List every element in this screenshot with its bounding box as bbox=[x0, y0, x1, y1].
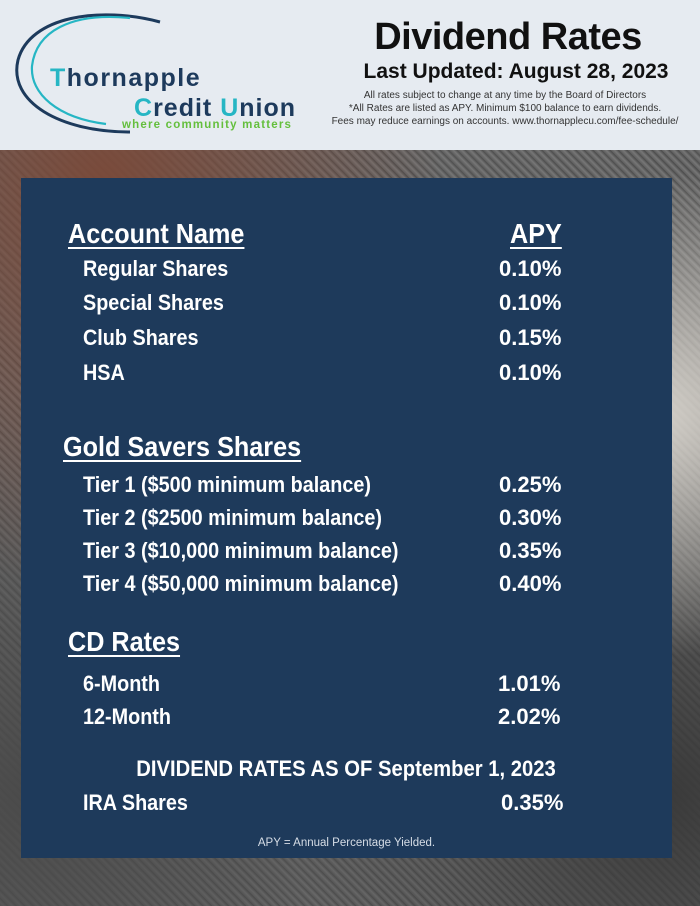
rate-name: 6-Month bbox=[83, 671, 160, 696]
rate-row bbox=[21, 704, 672, 734]
rate-apy: 1.01% bbox=[498, 671, 561, 696]
last-updated: Last Updated: August 28, 2023 bbox=[363, 60, 669, 83]
disclaimer-line-1: All rates subject to change at any time by the Board of Directors bbox=[363, 90, 647, 101]
page-title: Dividend Rates bbox=[374, 16, 642, 58]
apy-header: APY bbox=[510, 218, 562, 249]
rate-row bbox=[21, 790, 672, 820]
as-of-text: DIVIDEND RATES AS OF September 1, 2023 bbox=[136, 756, 557, 781]
account-name-header: Account Name bbox=[68, 218, 245, 249]
rate-apy: 0.40% bbox=[499, 571, 562, 596]
rates-panel bbox=[21, 178, 672, 858]
header bbox=[0, 0, 700, 150]
rate-name: Tier 1 ($500 minimum balance) bbox=[83, 472, 371, 497]
logo-name-line2: Credit Union bbox=[134, 94, 297, 122]
rate-apy: 0.25% bbox=[499, 472, 562, 497]
rate-apy: 0.30% bbox=[499, 505, 562, 530]
rate-apy: 0.10% bbox=[499, 290, 562, 315]
gold-savers-header: Gold Savers Shares bbox=[63, 431, 302, 462]
apy-footnote: APY = Annual Percentage Yielded. bbox=[257, 837, 436, 849]
cd-rates-header: CD Rates bbox=[68, 626, 181, 657]
dividend-rates-as-of bbox=[21, 756, 672, 782]
disclaimer-line-2: *All Rates are listed as APY. Minimum $100 balance to earn dividends. bbox=[348, 103, 662, 114]
rate-row bbox=[21, 571, 672, 601]
rate-row bbox=[21, 472, 672, 502]
logo-name-line1: Thornapple bbox=[50, 64, 202, 92]
logo-tagline: where community matters bbox=[122, 119, 293, 131]
rate-row bbox=[21, 360, 672, 390]
rate-apy: 0.35% bbox=[501, 790, 564, 815]
rate-row bbox=[21, 538, 672, 568]
rate-name: Regular Shares bbox=[83, 256, 229, 281]
rate-name: Club Shares bbox=[83, 325, 199, 350]
rate-apy: 0.15% bbox=[499, 325, 562, 350]
rate-row bbox=[21, 256, 672, 286]
thornapple-logo bbox=[10, 10, 310, 135]
rate-apy: 2.02% bbox=[498, 704, 561, 729]
disclaimer bbox=[318, 89, 692, 128]
rate-name: Special Shares bbox=[83, 290, 224, 315]
rate-row bbox=[21, 325, 672, 355]
rate-row bbox=[21, 671, 672, 701]
rate-apy: 0.10% bbox=[499, 360, 562, 385]
rate-name: Tier 3 ($10,000 minimum balance) bbox=[83, 538, 399, 563]
rate-name: Tier 4 ($50,000 minimum balance) bbox=[83, 571, 399, 596]
rate-row bbox=[21, 290, 672, 320]
rate-name: Tier 2 ($2500 minimum balance) bbox=[83, 505, 382, 530]
rate-apy: 0.10% bbox=[499, 256, 562, 281]
rate-name: IRA Shares bbox=[83, 790, 188, 815]
disclaimer-line-3: Fees may reduce earnings on accounts. www.thornapplecu.com/fee-schedule/ bbox=[331, 116, 679, 127]
rate-row bbox=[21, 505, 672, 535]
rate-name: HSA bbox=[83, 360, 125, 385]
rate-name: 12-Month bbox=[83, 704, 171, 729]
rate-apy: 0.35% bbox=[499, 538, 562, 563]
